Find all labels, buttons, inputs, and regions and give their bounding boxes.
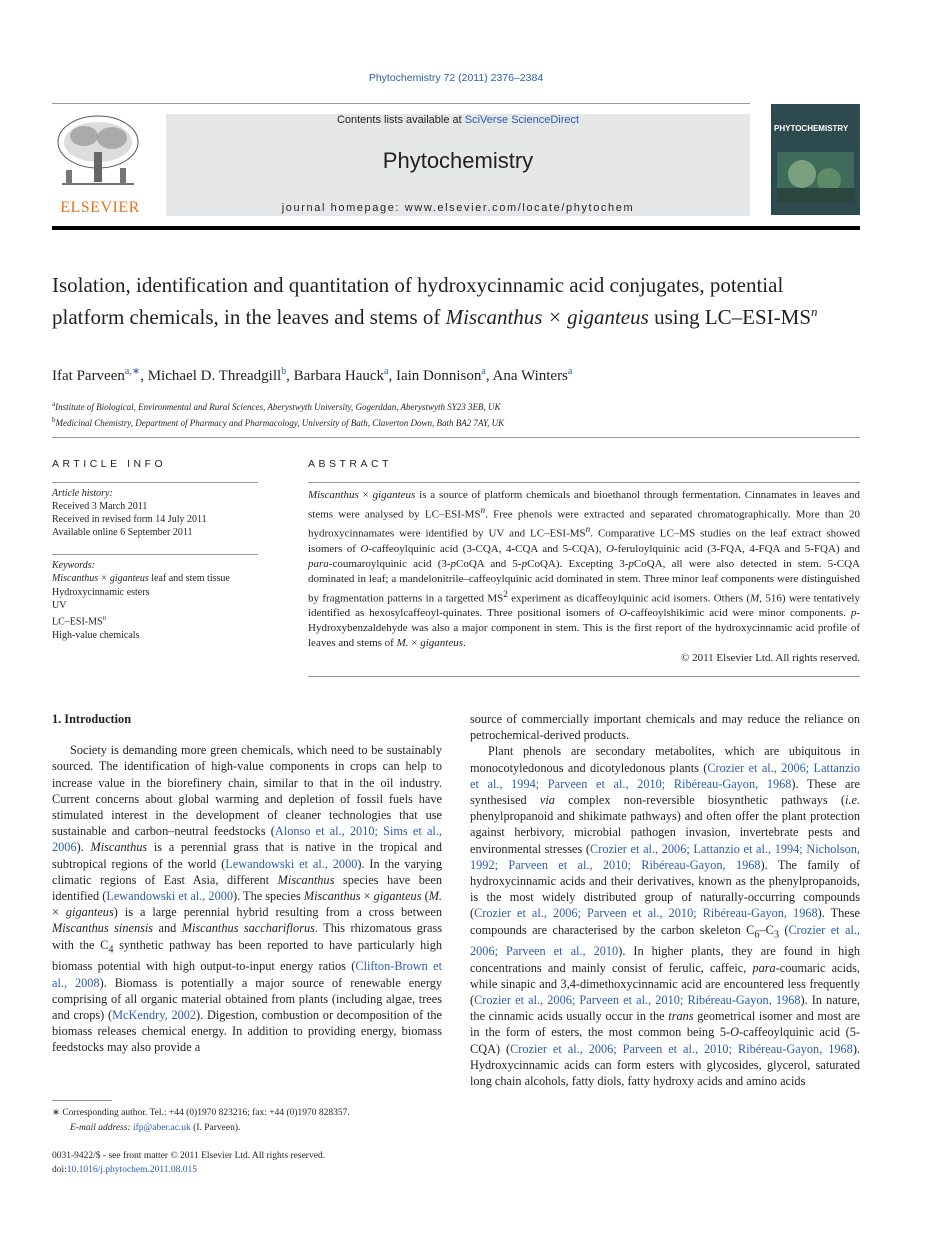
intro-paragraph: Society is demanding more green chemicals, which need to be sustainably sourced. The identification of high-value components in crops can help to increase value in the biorefinery chain, similar to that in the oil industry. Current concerns about global warming and depletion of fossil fuels have stimulated interest in the development of cleaner technologies that use sustainable and carbon–neutral feedstocks (Alonso et al., 2010; Sims et al., 2006). Miscanthus is a perennial grass that is native in the tropical and subtropical regions of the world (Lewandowski et al., 2000). In the varying climatic regions of East Asia, different Miscanthus species have been identified (Lewandowski et al., 2000). The species Miscanthus × giganteus (M. × giganteus) is a large perennial hybrid resulting from a cross between Miscanthus sinensis and Miscanthus sacchariflorus. This rhizomatous grass with the $C_4$ synthetic pathway has been reported to have particularly high biomass potential with high output-to-input energy ratios (Clifton-Brown et al., 2008). Biomass is potentially a major source of renewable energy comprising of all organic material obtained from plants (including algae, trees and crops) (McKendry, 2002). Digestion, combustion or decomposition of the biomass releases chemical energy. In addition to providing energy, biomass feedstocks may also provide a bbox=[52, 743, 443, 1055]
journal-cover-image[interactable] bbox=[771, 104, 860, 215]
front-matter: 0031-9422/$ - see front matter © 2011 Elsevier Ltd. All rights reserved. doi:10.1016/j.phytochem.2011.08.015 bbox=[52, 1151, 326, 1175]
author-name[interactable]: Ana Winters bbox=[492, 368, 568, 384]
sciencedirect-link[interactable]: SciVerse ScienceDirect bbox=[464, 114, 580, 126]
affiliation-b: $^b$Medicinal Chemistry, Department of Pharmacy and Pharmacology, University of Bath, Claverton Down, Bath BA2 7AY, UK bbox=[52, 416, 505, 428]
intro-paragraph: source of commercially important chemicals and may reduce the reliance on petrochemical-derived products. bbox=[470, 712, 860, 743]
keyword-item: UV bbox=[52, 599, 67, 611]
author-name[interactable]: Michael D. Threadgill bbox=[147, 368, 282, 384]
journal-citation[interactable]: Phytochemistry 72 (2011) 2376–2384 bbox=[368, 72, 544, 84]
elsevier-tree-icon bbox=[52, 112, 144, 192]
article-history: Article history: Received 3 March 2011 Received in revised form 14 July 2011 Available online 6 September 2011 bbox=[52, 488, 207, 538]
journal-homepage[interactable]: journal homepage: www.elsevier.com/locate/phytochem bbox=[281, 202, 635, 214]
footnote: ∗ Corresponding author. Tel.: +44 (0)1970 823216; fax: +44 (0)1970 828357. E-mail address: ifp@aber.ac.uk (I. Parveen). bbox=[52, 1108, 350, 1133]
abstract-bottom-rule bbox=[308, 676, 860, 677]
article-title: Isolation, identification and quantitation of hydroxycinnamic acid conjugates, potential platform chemicals, in the leaves and stems of Miscanthus × giganteus using $LC-ESI-MS^n$ bbox=[52, 273, 818, 329]
cover-title: PHYTOCHEMISTRY bbox=[774, 124, 849, 133]
column-left bbox=[52, 711, 442, 1056]
article-info-rule bbox=[52, 482, 258, 483]
keywords-rule bbox=[52, 554, 258, 555]
column-right bbox=[470, 711, 860, 1089]
keyword-item: Hydroxycinnamic esters bbox=[52, 586, 150, 598]
section-rule bbox=[52, 437, 860, 438]
abstract-rule bbox=[308, 482, 860, 483]
affiliation-a: $^a$Institute of Biological, Environmental and Rural Sciences, Aberystwyth University, Gogerddan, Aberystwyth SY23 3EB, UK bbox=[52, 400, 501, 412]
author-name[interactable]: Iain Donnison bbox=[395, 368, 482, 384]
affiliations bbox=[52, 398, 860, 430]
doi-link[interactable]: 10.1016/j.phytochem.2011.08.015 bbox=[66, 1165, 198, 1175]
intro-heading: 1. Introduction bbox=[52, 712, 132, 726]
author-email-link[interactable]: ifp@aber.ac.uk bbox=[132, 1122, 191, 1133]
keyword-item: $LC-ESI-MS^n$ bbox=[52, 614, 107, 628]
journal-banner bbox=[166, 114, 750, 216]
keyword-item: High-value chemicals bbox=[52, 629, 140, 641]
article-info-heading: ARTICLE INFO bbox=[52, 458, 167, 470]
intro-paragraph: Plant phenols are secondary metabolites, which are ubiquitous in monocotyledonous and dicotyledonous plants (Crozier et al., 2006; Lattanzio et al., 1994; Parveen et al., 2010; Ribéreau-Gayon, 1968). These are synthesised via complex non-reversible biosynthetic pathways (i.e. phenylpropanoid and shikimate pathways) and often offer the plant protection against herbivory, microbial pathogen invasion, invertebrate pests and environmental stresses (Crozier et al., 2006; Lattanzio et al., 1994; Nicholson, 1992; Parveen et al., 2010; Ribéreau-Gayon, 1968). The family of hydroxycinnamic acids and their derivatives, known as the phenylpropanoids, is the most widely distributed group of naturally-occurring compounds (Crozier et al., 2006; Parveen et al., 2010; Ribéreau-Gayon, 1968). These compounds are characterised by the carbon skeleton $C_6-C_3$ (Crozier et al., 2006; Parveen et al., 2010). In higher plants, they are found in high concentrations and mainly consist of ferulic, caffeic, para-coumaric acids, while sinapic and 3,4-dimethoxycinnamic acid are encountered less frequently (Crozier et al., 2006; Parveen et al., 2010; Ribéreau-Gayon, 1968). In nature, the cinnamic acids usually occur in the trans geometrical isomer and most are in the form of esters, the most common being 5-O-caffeoylquinic acid (5-CQA) (Crozier et al., 2006; Parveen et al., 2010; Ribéreau-Gayon, 1968). Hydroxycinnamic acids can form esters with glycosides, glycerol, saturated long chain alcohols, fatty diols, fatty hydroxy acids and amino acids bbox=[470, 744, 861, 1088]
abstract-body: Miscanthus × giganteus is a source of platform chemicals and bioethanol through fermentation. Cinnamates in leaves and stems were analysed by $LC-ESI-MS^n$. Free phenols were extracted and separated chromatographically. More than 20 hydroxycinnamates were identified by UV and $LC-ESI-MS^n$. Comparative LC–MS studies on the leaf extract showed isomers of O-caffeoylquinic acid (3-CQA, 4-CQA and 5-CQA), O-feruloylquinic acid (3-FQA, 4-FQA and 5-FQA) and para-coumaroylquinic acid (3-pCoQA and 5-pCoQA). Excepting 3-pCoQA, all were also detected in stem. 5-CQA dominated in leaf; a mandelonitrile–caffeoylquinic acid dominated in stem. Three minor leaf components were distinguished by fragmentation patterns in a targetted $MS^2$ experiment as dicaffeoylquinic acid isomers. Others (M, 516) were tentatively identified as hexosylcaffeoyl-quinates. Three positional isomers of O-caffeoylshikimic acid were minor components. p-Hydroxybenzaldehyde was also a major component in stem. This is the first report of the hydroxycinnamic acid profile of leaves and stems of M. × giganteus. © 2011 Elsevier Ltd. All rights reserved. bbox=[308, 489, 861, 665]
author-name[interactable]: Barbara Hauck bbox=[293, 368, 385, 384]
header-rule bbox=[52, 103, 750, 104]
keywords-list: Keywords: Miscanthus × giganteus leaf and stem tissue Hydroxycinnamic esters UV $LC-ESI-MS^n$ High-value chemicals bbox=[52, 559, 258, 642]
elsevier-logo[interactable] bbox=[52, 112, 148, 216]
abstract-copyright: © 2011 Elsevier Ltd. All rights reserved. bbox=[680, 652, 860, 665]
keyword-item: Miscanthus × giganteus leaf and stem tissue bbox=[52, 573, 230, 585]
journal-name: Phytochemistry bbox=[382, 148, 534, 173]
author-list: Ifat Parveen$^{a,∗}$, Michael D. Threadgill$^b$, Barbara Hauck$^a$, Iain Donnison$^a$, Ana Winters$^a$ bbox=[52, 366, 573, 384]
author-name[interactable]: Ifat Parveen bbox=[52, 368, 125, 384]
contents-line: Contents lists available at SciVerse ScienceDirect bbox=[336, 114, 580, 126]
header-thick-rule bbox=[52, 226, 860, 230]
abstract-heading: ABSTRACT bbox=[308, 458, 393, 470]
elsevier-wordmark: ELSEVIER bbox=[60, 199, 140, 216]
cover-artwork-icon bbox=[777, 152, 854, 202]
footnote-rule bbox=[52, 1100, 112, 1101]
